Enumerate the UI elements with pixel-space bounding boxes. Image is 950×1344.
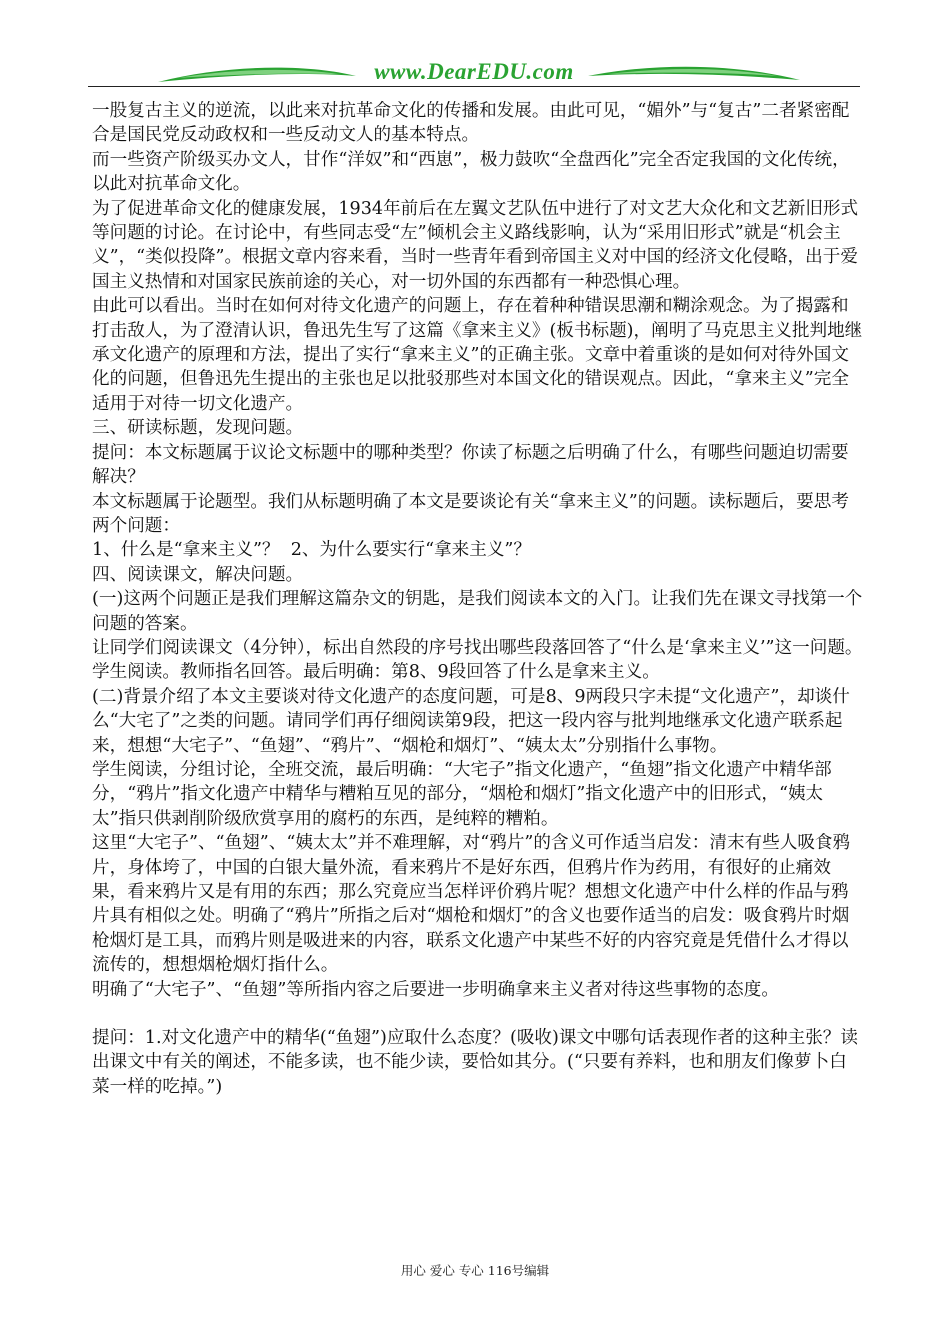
paragraph: 本文标题属于论题型。我们从标题明确了本文是要谈论有关“拿来主义”的问题。读标题后，要思考两个问题：	[92, 491, 849, 536]
paragraph: 由此可以看出。当时在如何对待文化遗产的问题上，存在着种种错误思潮和糊涂观念。为了揭露和打击敌人，为了澄清认识，鲁迅先生写了这篇《拿来主义》(板书标题)，阐明了马克思主义批判地继承文化遗产的原理和方法，提出了实行“拿来主义”的正确主张。文章中着重谈的是如何对待外国文化的问题，但鲁迅先生提出的主张也足以批驳那些对本国文化的错误观点。因此，“拿来主义”完全适用于对待一切文化遗产。	[92, 296, 863, 414]
paragraph: 明确了“大宅子”、“鱼翅”等所指内容之后要进一步明确拿来主义者对待这些事物的态度。	[92, 979, 779, 1000]
page-footer: 用心 爱心 专心 116号编辑	[400, 1263, 550, 1278]
paragraph: 提问：1.对文化遗产中的精华(“鱼翅”)应取什么态度？(吸收)课文中哪句话表现作者的这种主张？读出课文中有关的阐述，不能多读，也不能少读，要恰如其分。(“只要有养料，也和朋友们像萝卜白菜一样的吃掉。”)	[92, 1028, 858, 1097]
section-heading: 三、研读标题，发现问题。	[92, 418, 304, 439]
page-header	[88, 58, 860, 92]
paragraph: 提问：本文标题属于议论文标题中的哪种类型？你读了标题之后明确了什么，有哪些问题迫切需要解决？	[92, 442, 849, 488]
paragraph: 学生阅读，分组讨论，全班交流，最后明确：“大宅子”指文化遗产，“鱼翅”指文化遗产中精华部分，“鸦片”指文化遗产中精华与糟粕互见的部分，“烟枪和烟灯”指文化遗产中的旧形式，“姨太太”指只供剥削阶级欣赏享用的腐朽的东西，是纯粹的糟粕。	[92, 759, 832, 829]
site-logo-text: www.DearEDU.com	[374, 59, 574, 84]
paragraph: 而一些资产阶级买办文人，甘作“洋奴”和“西崽”，极力鼓吹“全盘西化”完全否定我国的文化传统，以此对抗革命文化。	[92, 149, 850, 195]
document-body	[92, 99, 864, 1099]
header-divider	[88, 86, 860, 87]
paragraph: 这里“大宅子”、“鱼翅”、“姨太太”并不难理解，对“鸦片”的含义可作适当启发：清末有些人吸食鸦片，身体垮了，中国的白银大量外流，看来鸦片不是好东西，但鸦片作为药用，有很好的止痛效果，看来鸦片又是有用的东西；那么究竟应当怎样评价鸦片呢？想想文化遗产中什么样的作品与鸦片具有相似之处。明确了“鸦片”所指之后对“烟枪和烟灯”的含义也要作适当的启发：吸食鸦片时烟枪烟灯是工具，而鸦片则是吸进来的内容，联系文化遗产中某些不好的内容究竟是凭借什么才得以流传的，想想烟枪烟灯指什么。	[92, 833, 851, 976]
paragraph: 一股复古主义的逆流，以此来对抗革命文化的传播和发展。由此可见，“媚外”与“复古”二者紧密配合是国民党反动政权和一些反动文人的基本特点。	[92, 101, 850, 146]
paragraph: 让同学们阅读课文（4分钟），标出自然段的序号找出哪些段落回答了“什么是‘拿来主义’”这一问题。	[92, 637, 863, 658]
paragraph: 学生阅读。教师指名回答。最后明确：第8、9段回答了什么是拿来主义。	[92, 662, 660, 683]
paragraph: 为了促进革命文化的健康发展，1934年前后在左翼文艺队伍中进行了对文艺大众化和文艺新旧形式等问题的讨论。在讨论中，有些同志受“左”倾机会主义路线影响，认为“采用旧形式”就是“机会主义”，“类似投降”。根据文章内容来看，当时一些青年看到帝国主义对中国的经济文化侵略，出于爱国主义热情和对国家民族前途的关心，对一切外国的东西都有一种恐惧心理。	[92, 198, 859, 292]
paragraph: (二)背景介绍了本文主要谈对待文化遗产的态度问题，可是8、9两段只字未提“文化遗产”，却谈什么“大宅了”之类的问题。请同学们再仔细阅读第9段，把这一段内容与批判地继承文化遗产联系起来，想想“大宅子”、“鱼翅”、“鸦片”、“烟枪和烟灯”、“姨太太”分别指什么事物。	[92, 686, 850, 756]
section-heading: 四、阅读课文，解决问题。	[92, 564, 304, 585]
paragraph: 1、什么是“拿来主义”？ 2、为什么要实行“拿来主义”？	[92, 540, 532, 561]
paragraph: (一)这两个问题正是我们理解这篇杂文的钥匙，是我们阅读本文的入门。让我们先在课文寻找第一个问题的答案。	[92, 589, 863, 634]
